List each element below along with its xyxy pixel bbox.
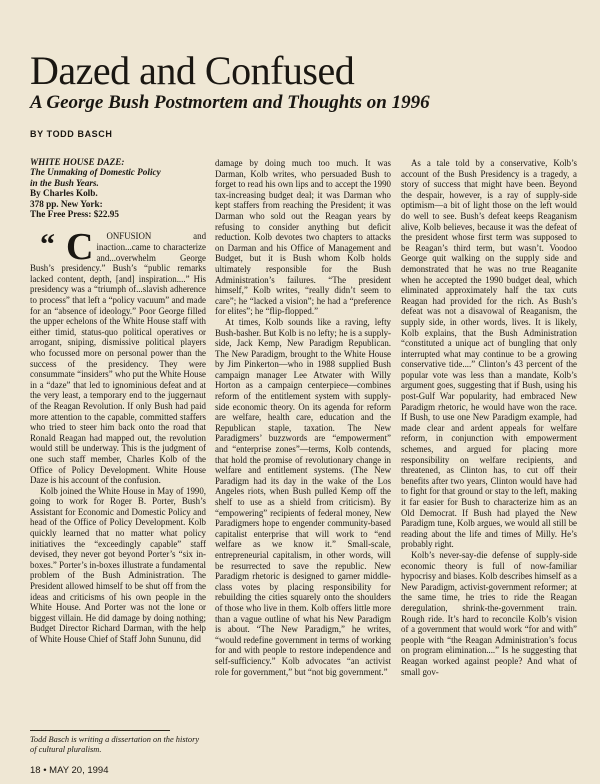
book-author: By Charles Kolb. [30,188,98,199]
book-pages-publisher: 378 pp. New York: [30,198,103,209]
article-byline: BY TODD BASCH [30,129,113,139]
page-folio: 18 • MAY 20, 1994 [30,765,109,776]
footnote-divider [30,730,170,731]
book-review-info [30,157,206,219]
article-deck: A George Bush Postmortem and Thoughts on 1996 [30,92,430,113]
author-footnote: Todd Basch is writing a dissertation on the history of cultural pluralism. [30,735,200,754]
article-headline: Dazed and Confused [30,48,355,93]
body-paragraph: At times, Kolb sounds like a raving, lefty Bush-basher. But Kolb is no lefty; he is a supply-side, Jack Kemp, New Paradigm Republican. The New Paradigm, brought to the White House by Jim Pinkerton—who in 1988 supplied Bush campaign manager Lee Atwater with Willy Horton as a campaign centerpiece—combines reform of the entitlement system with supply-side economic theory. On its agenda for reform are welfare, health care, education and the Republican staple, taxation. The New Paradigmers’ buzzwords are “empowerment” and “enterprise zones”—terms, Kolb contends, that hold the promise of revolutionary change in welfare and entitlement systems. (The New Paradigm had its day in the wake of the Los Angeles riots, when Bush pulled Kemp off the shelf to use as a shield from criticism). By “empowering” recipients of federal money, New Paradigmers hope to engender community-based capitalist enterprise that will work to “end welfare as we know it.” Small-scale, entrepreneurial capitalism, in other words, will be resurrected to save the republic. New Paradigm rhetoric is designed to garner middle-class votes by placing responsibility for rebuilding the cities squarely onto the shoulders of those who live in them. Kolb offers little more than a vague outline of what his New Paradigm is about. “The New Paradigm,” he writes, “would redefine government in terms of working for and with people to restore independence and self-sufficiency.” Kolb advocates “an activist role for government,” but “not big government.” [215,316,391,677]
column-2 [215,158,391,703]
book-title-line-1: WHITE HOUSE DAZE: [30,157,125,167]
column-3 [401,158,577,758]
body-paragraph: As a tale told by a conservative, Kolb’s account of the Bush Presidency is a tragedy, a story of success that might have been. Beyond the despair, however, is a ray of supply-side optimism—a bit of light those on the left would do well to see. Bush’s defeat keeps Reaganism alive, Kolb believes, because it was the defeat of the president whose first term was supposed to be Reagan’s third term, but wasn’t. Voodoo George quit walking on the supply side and demonstrated that he was no true Reaganite when he accepted the 1990 budget deal, which eliminated approximately half the tax cuts Reagan had provided for the rich. As Bush’s defeat was not a disavowal of Reaganism, the supply side, in other words, lives. It is likely, Kolb explains, that the Bush Administration “constituted a unique act of bungling that only interrupted what may continue to be a growing conservative tide....” Clinton’s 43 percent of the popular vote was less than a mandate, Kolb’s argument goes, suggesting that if Bush, using his post-Gulf War popularity, had embraced New Paradigm rhetoric, he would have won the race. If Bush, to use one New Paradigm example, had made clear and ardent appeals for welfare reform, in conjunction with empowerment schemes, and argued for placing more responsibility on welfare recipients, and threatened, as Clinton has, to cut off their benefits after two years, Clinton would have had to fight for that ground or stay to the left, making it far easier for Bush to characterize him as an Old Democrat. If Bush had played the New Paradigm tune, Kolb argues, we would all still be reading about the life and times of Milly. He’s probably right. [401,158,577,550]
drop-cap: C [66,226,94,269]
body-paragraph: Kolb’s never-say-die defense of supply-side economic theory is full of now-familiar hypocrisy and biases. Kolb describes himself as a New Paradigm, activist-government reformer; at the same time, he tries to ride the Reagan deregulation, shrink-the-government train. Rough ride. It’s hard to reconcile Kolb’s vision of a government that would work “for and with” people with “the Reagan Administration’s focus on program elimination....” Is he suggesting that Reagan worked against people? And what of small gov- [401,549,577,677]
opening-paragraph-text: ONFUSION and inaction...came to characterize and...overwhelm George Bush’s presidency.” Bush’s “public remarks lacked content, depth, [and] inspiration....” His presidency was a “triumph of...slavish adherence to process” that left a “policy vacuum” and made for an “absence of ideology.” Poor George filled the upper echelons of the White House staff with either timid, status-quo political operatives or arrogant, sniping, dismissive political players who focussed more on personal power than the success of the presidency. They were consummate “insiders” who put the White House in a “daze” that led to ignominious defeat and at the very least, a temporary end to the juggernaut of the Reagan Revolution. If only Bush had paid more attention to the capable, committed staffers who tried to steer him back onto the road that Ronald Reagan had mapped out, the revolution would still be underway. This is the judgment of one such staff member, Charles Kolb of the Office of Policy Development. White House Daze is his account of the confusion. [30,231,206,486]
body-paragraph: Kolb joined the White House in May of 1990, going to work for Roger B. Porter, Bush’s Assistant for Economic and Domestic Policy and head of the Office of Policy Development. Kolb quickly learned that no matter what policy initiatives the “exceedingly capable” staff devised, they never got beyond Porter’s “six in-boxes.” Porter’s in-boxes illustrate a fundamental problem of the Bush Administration. The President allowed himself to be shut off from the ideas and criticisms of his own people in the White House. And Porter was not the lone or biggest villain. He did damage by doing nothing; Budget Director Richard Darman, with the help of White House Chief of Staff John Sununu, did [30,485,206,644]
body-paragraph: damage by doing much too much. It was Darman, Kolb writes, who persuaded Bush to forget to read his own lips and to accept the 1990 tax-increasing budget deal; it was Darman who kept staffers from reaching the President; it was Darman who sold out the Reagan years by refusing to consider anything but deficit reduction. Kolb devotes two chapters to attacks on Darman and his Office of Management and Budget, but it is Bush whom Kolb holds ultimately responsible for the Bush Administration’s failures. “The president himself,” Kolb writes, “really didn’t seem to care”; he “lacked a vision”; he had a “preference for elites”; he “flip-flopped.” [215,158,391,317]
column-1 [30,157,206,725]
opening-quote-mark: “ [40,228,55,262]
body-paragraph-opening [30,226,206,486]
book-title-line-2: The Unmaking of Domestic Policy [30,167,161,178]
book-title-line-3: in the Bush Years. [30,177,99,188]
book-press-price: The Free Press: $22.95 [30,209,119,220]
